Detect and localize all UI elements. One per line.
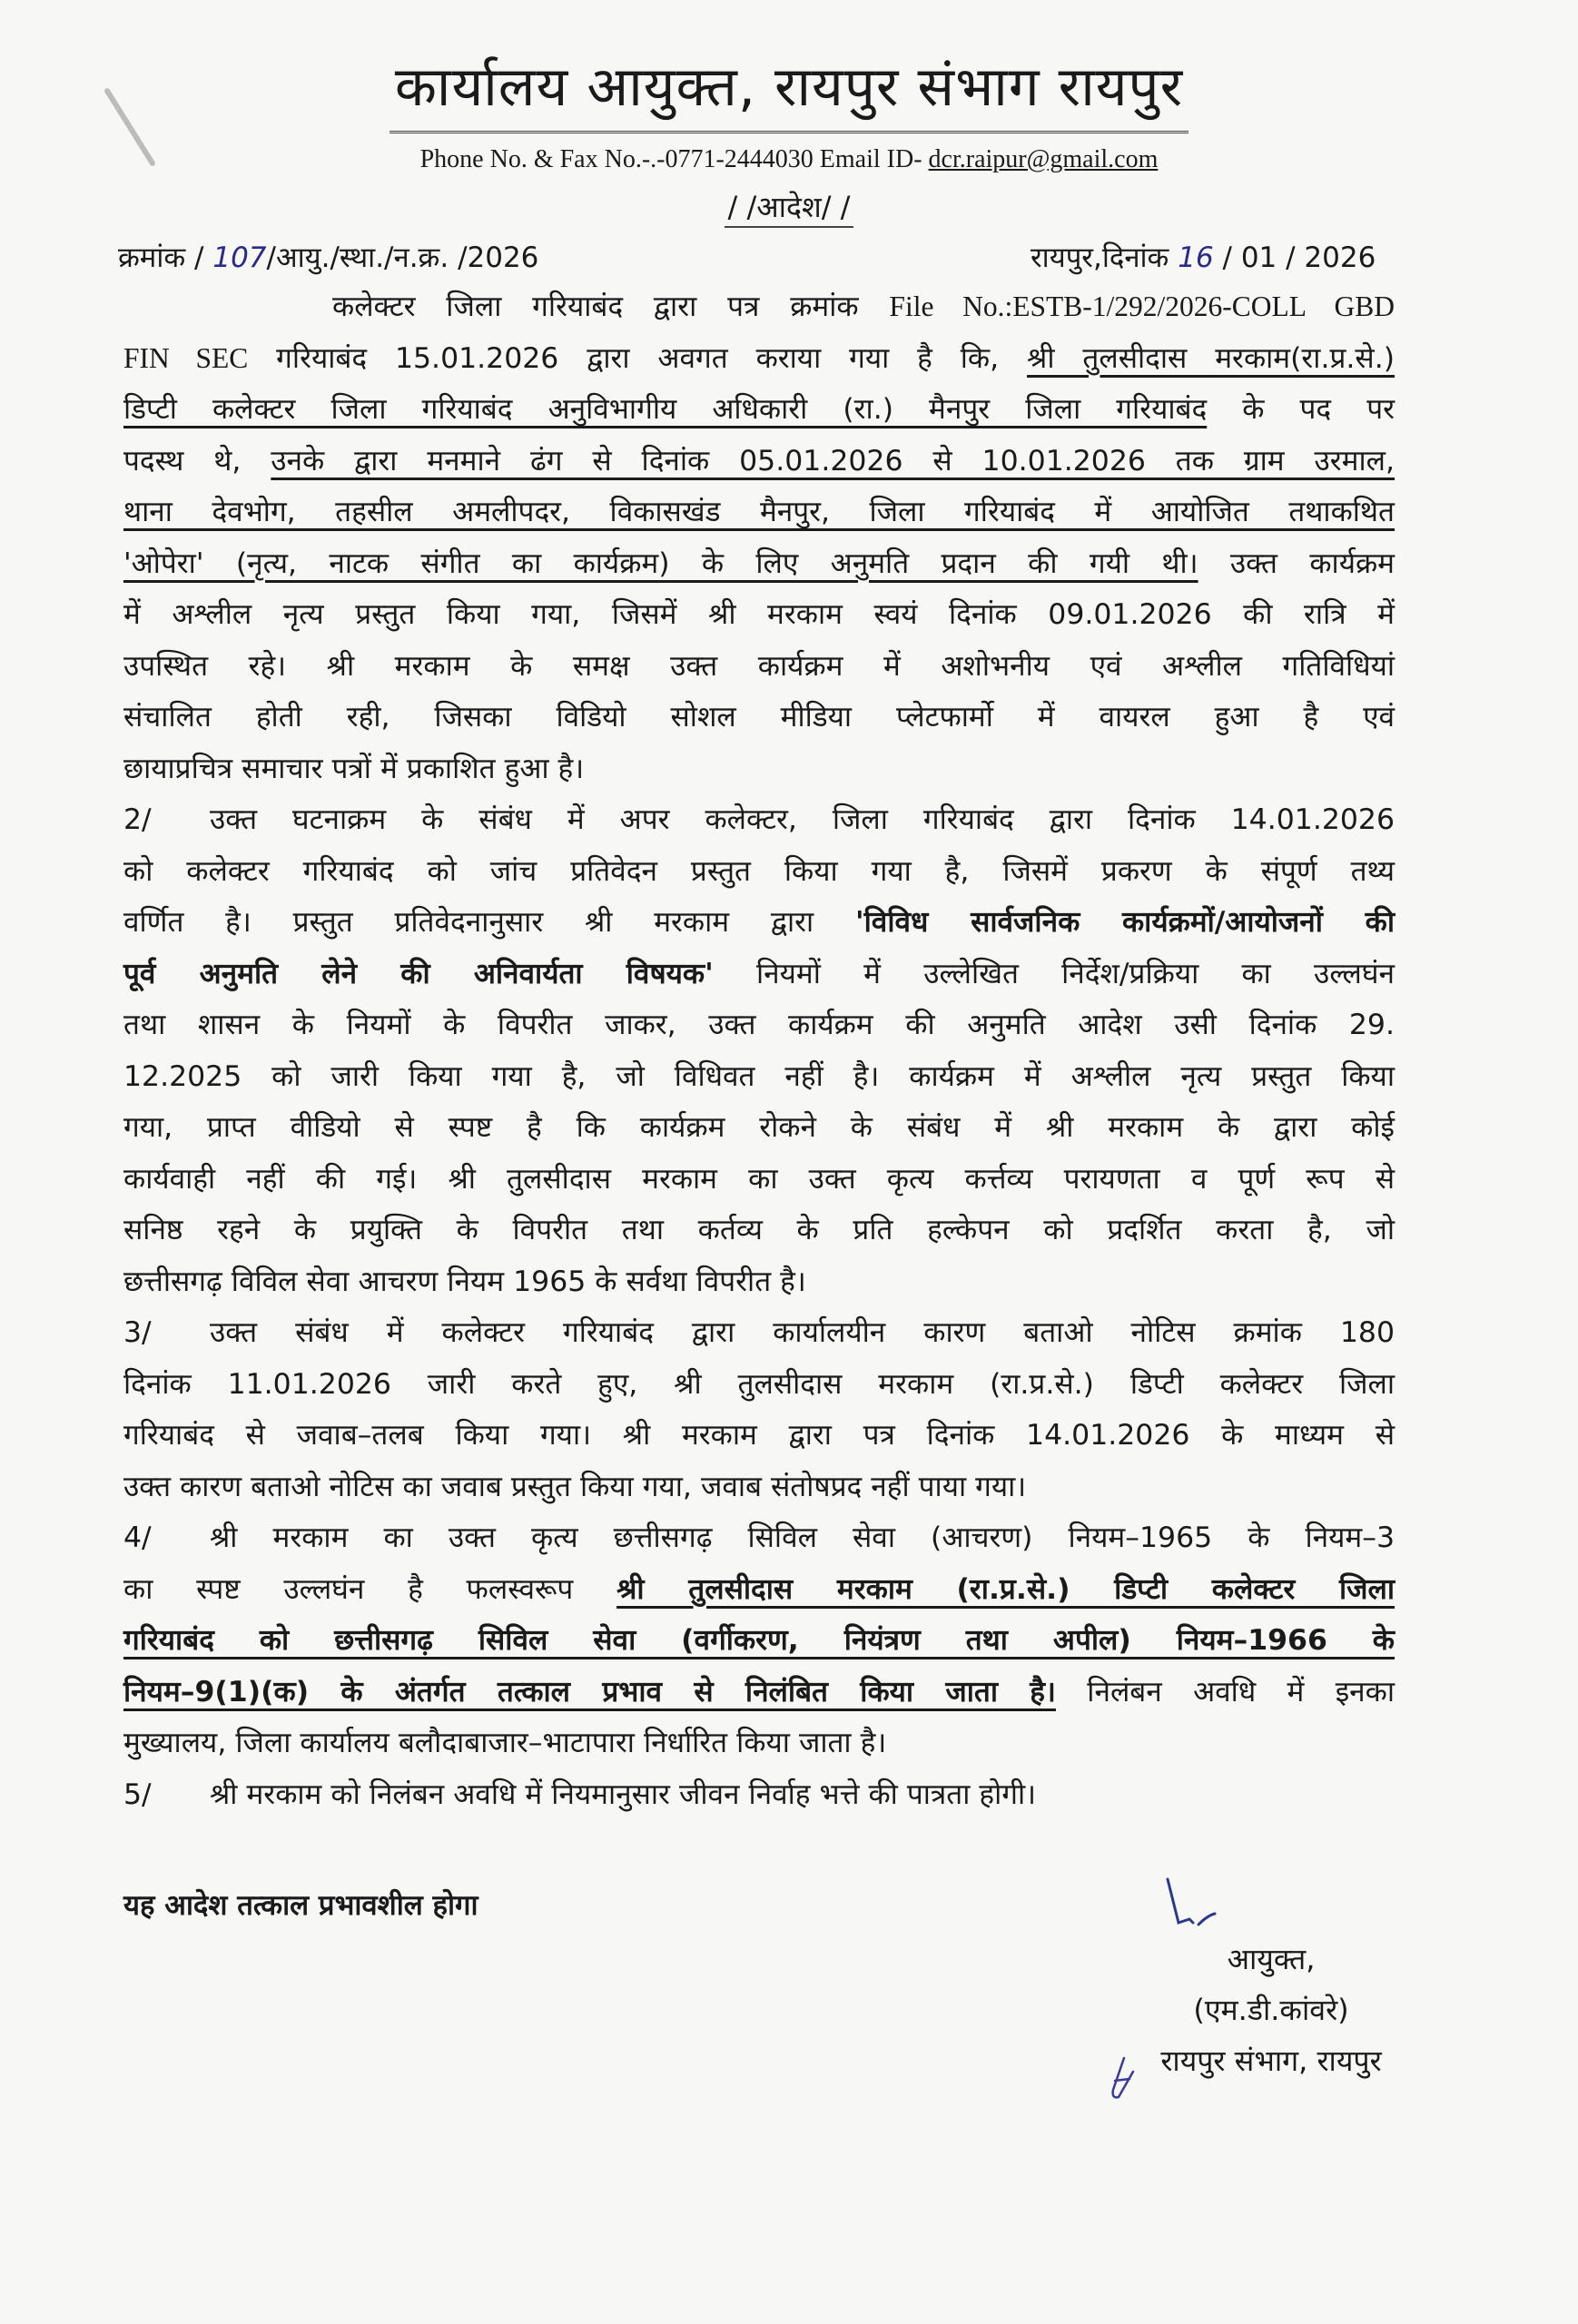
text: डिप्टी कलेक्टर जिला गरियाबंद अनुविभागीय अधिकारी (रा.) मैनपुर जिला गरियाबंद	[123, 393, 1208, 426]
reference-number	[118, 238, 538, 276]
p2-line-3	[123, 897, 1395, 949]
p4-line-3	[123, 1615, 1395, 1667]
text: 12.2025 को जारी किया गया है, जो विधिवत नहीं है। कार्यक्रम में अश्लील नृत्य प्रस्तुत किया	[123, 1059, 1395, 1093]
contact-email-link[interactable]: dcr.raipur@gmail.com	[928, 145, 1159, 173]
date-rest: / 01 / 2026	[1213, 241, 1376, 274]
text: को कलेक्टर गरियाबंद को जांच प्रतिवेदन प्रस्तुत किया गया है, जिसमें प्रकरण के संपूर्ण तथ्य	[123, 854, 1395, 888]
text: थाना देवभोग, तहसील अमलीपदर, विकासखंड मैनपुर, जिला गरियाबंद में आयोजित तथाकथित	[123, 496, 1395, 528]
text: छत्तीसगढ़ विविल सेवा आचरण नियम 1965 के सर्वथा विपरीत है।	[123, 1265, 806, 1298]
text: छायाप्रचित्र समाचार पत्रों में प्रकाशित हुआ है।	[123, 752, 585, 785]
closing-statement: यह आदेश तत्काल प्रभावशील होगा	[123, 1889, 478, 1922]
suspension-clause: श्री तुलसीदास मरकाम (रा.प्र.से.) डिप्टी कलेक्टर जिला	[616, 1572, 1396, 1606]
file-number: File No.:ESTB-1/292/2026-COLL GBD	[889, 290, 1396, 322]
officer-name: श्री तुलसीदास मरकाम(रा.प्र.से.)	[1027, 341, 1396, 375]
text: उक्त कार्यक्रम	[1229, 547, 1395, 580]
p1-line-8	[123, 641, 1395, 693]
text: निलंबन अवधि में इनका	[1087, 1675, 1395, 1709]
p2-line-4	[123, 949, 1395, 1000]
p3-line-4	[123, 1462, 1395, 1513]
fin-sec: FIN SEC	[123, 341, 249, 374]
p1-line-10	[123, 743, 1395, 795]
text: संचालित होती रही, जिसका विडियो सोशल मीडिया प्लेटफार्मो में वायरल हुआ है एवं	[123, 701, 1395, 734]
p1-line-5	[123, 487, 1395, 538]
paragraph-number: 4/	[123, 1521, 152, 1554]
handwritten-day: 16	[1178, 241, 1214, 274]
p3-line-2	[123, 1359, 1395, 1411]
text: कार्यवाही नहीं की गई। श्री तुलसीदास मरकाम का उक्त कृत्य कर्त्तव्य परायणता व पूर्ण रूप से	[123, 1162, 1395, 1196]
handwritten-order-number: 107	[212, 241, 267, 274]
order-heading	[0, 187, 1578, 226]
signatory-designation: आयुक्त,	[1227, 1942, 1316, 1976]
p2-line-6	[123, 1051, 1395, 1103]
text: उक्त कारण बताओ नोटिस का जवाब प्रस्तुत किया गया, जवाब संतोषप्रद नहीं पाया गया।	[123, 1470, 1027, 1503]
signature-icon	[1162, 1877, 1235, 1932]
signature-block	[1117, 1934, 1425, 2086]
p2-line-1	[123, 794, 1395, 846]
p1-line-6	[123, 538, 1395, 590]
p1-line-9	[123, 692, 1395, 743]
text: 'ओपेरा' (नृत्य, नाटक संगीत का कार्यक्रम) के लिए अनुमति प्रदान की गयी थी।	[123, 547, 1198, 580]
rule-title: 'विविध सार्वजनिक कार्यक्रमों/आयोजनों की	[855, 906, 1396, 939]
reference-suffix: /आयु./स्था./न.क्र. /2026	[266, 241, 539, 274]
p2-line-10	[123, 1256, 1395, 1308]
paragraph-number: 5/	[123, 1777, 152, 1811]
signatory-name: (एम.डी.कांवरे)	[1193, 1993, 1349, 2027]
p1-line-4	[123, 436, 1395, 487]
office-title-text: कार्यालय आयुक्त, रायपुर संभाग रायपुर	[390, 47, 1188, 133]
p5-line-1	[123, 1769, 1395, 1821]
paragraph-number: 2/	[123, 803, 152, 836]
date-label: रायपुर,दिनांक	[1031, 241, 1179, 274]
p1-line-2	[123, 333, 1395, 385]
p2-line-8	[123, 1154, 1395, 1206]
text: उक्त संबंध में कलेक्टर गरियाबंद द्वारा कार्यालयीन कारण बताओ नोटिस क्रमांक 180	[210, 1316, 1395, 1349]
initial-mark-icon	[1106, 2053, 1142, 2103]
p4-line-1	[123, 1512, 1395, 1564]
p1-line-3	[123, 384, 1395, 436]
paragraph-number: 3/	[123, 1316, 152, 1349]
p2-line-9	[123, 1205, 1395, 1256]
text: उपस्थित रहे। श्री मरकाम के समक्ष उक्त कार्यक्रम में अशोभनीय एवं अश्लील गतिविधियां	[123, 649, 1395, 683]
text: में अश्लील नृत्य प्रस्तुत किया गया, जिसमें श्री मरकाम स्वयं दिनांक 09.01.2026 की रात्रि में	[123, 598, 1395, 631]
text: उनके द्वारा मनमाने ढंग से दिनांक 05.01.2026 से 10.01.2026 तक ग्राम उरमाल,	[271, 444, 1395, 478]
suspension-clause-cont: गरियाबंद को छत्तीसगढ़ सिविल सेवा (वर्गीकरण, नियंत्रण तथा अपील) नियम–1966 के	[123, 1624, 1395, 1657]
text: मुख्यालय, जिला कार्यालय बलौदाबाजार–भाटापारा निर्धारित किया जाता है।	[123, 1727, 887, 1759]
contact-line	[0, 145, 1578, 174]
p1-line-1	[123, 281, 1395, 333]
text: सनिष्ठ रहने के प्रयुक्ति के विपरीत तथा कर्तव्य के प्रति हल्केपन को प्रदर्शित करता है, जो	[123, 1214, 1395, 1246]
p2-line-7	[123, 1102, 1395, 1154]
text: गया, प्राप्त वीडियो से स्पष्ट है कि कार्यक्रम रोकने के संबंध में श्री मरकाम के द्वारा कोई	[123, 1111, 1395, 1144]
p4-line-4	[123, 1667, 1395, 1718]
office-title	[0, 47, 1578, 133]
text: का स्पष्ट उल्लघंन है फलस्वरूप	[123, 1572, 574, 1606]
order-body	[123, 281, 1395, 1820]
text: के पद पर	[1242, 393, 1395, 426]
order-heading-text: / /आदेश/ /	[725, 190, 854, 228]
suspension-clause-end: नियम–9(1)(क) के अंतर्गत तत्काल प्रभाव से निलंबित किया जाता है।	[123, 1675, 1056, 1709]
text: श्री मरकाम को निलंबन अवधि में नियमानुसार जीवन निर्वाह भत्ते की पात्रता होगी।	[210, 1777, 1037, 1811]
text: श्री मरकाम का उक्त कृत्य छत्तीसगढ़ सिविल सेवा (आचरण) नियम–1965 के नियम–3	[210, 1521, 1395, 1554]
p2-line-5	[123, 1000, 1395, 1051]
text: उक्त घटनाक्रम के संबंध में अपर कलेक्टर, जिला गरियाबंद द्वारा दिनांक 14.01.2026	[210, 803, 1395, 836]
p4-line-2	[123, 1564, 1395, 1616]
p2-line-2	[123, 846, 1395, 898]
text: कलेक्टर जिला गरियाबंद द्वारा पत्र क्रमांक	[332, 290, 859, 323]
text: तथा शासन के नियमों के विपरीत जाकर, उक्त कार्यक्रम की अनुमति आदेश उसी दिनांक 29.	[123, 1009, 1395, 1041]
reference-line	[118, 238, 1407, 281]
contact-phone: Phone No. & Fax No.-.-0771-2444030 Email ID-	[419, 145, 922, 173]
text: वर्णित है। प्रस्तुत प्रतिवेदनानुसार श्री मरकाम द्वारा	[123, 906, 814, 939]
text: पदस्थ थे,	[123, 444, 242, 478]
p4-line-5	[123, 1718, 1395, 1769]
text: गरियाबंद 15.01.2026 द्वारा अवगत कराया गया है कि,	[276, 341, 1000, 375]
reference-prefix: क्रमांक /	[118, 241, 213, 274]
text: नियमों में उल्लेखित निर्देश/प्रक्रिया का उल्लघंन	[756, 957, 1395, 990]
p1-line-7	[123, 589, 1395, 641]
signatory-office: रायपुर संभाग, रायपुर	[1160, 2043, 1382, 2078]
p3-line-3	[123, 1410, 1395, 1462]
order-date	[1031, 238, 1376, 276]
p3-line-1	[123, 1307, 1395, 1359]
text: दिनांक 11.01.2026 जारी करते हुए, श्री तुलसीदास मरकाम (रा.प्र.से.) डिप्टी कलेक्टर जिला	[123, 1367, 1395, 1401]
text: गरियाबंद से जवाब–तलब किया गया। श्री मरकाम द्वारा पत्र दिनांक 14.01.2026 के माध्यम से	[123, 1419, 1395, 1452]
rule-title-cont: पूर्व अनुमति लेने की अनिवार्यता विषयक'	[123, 957, 714, 990]
